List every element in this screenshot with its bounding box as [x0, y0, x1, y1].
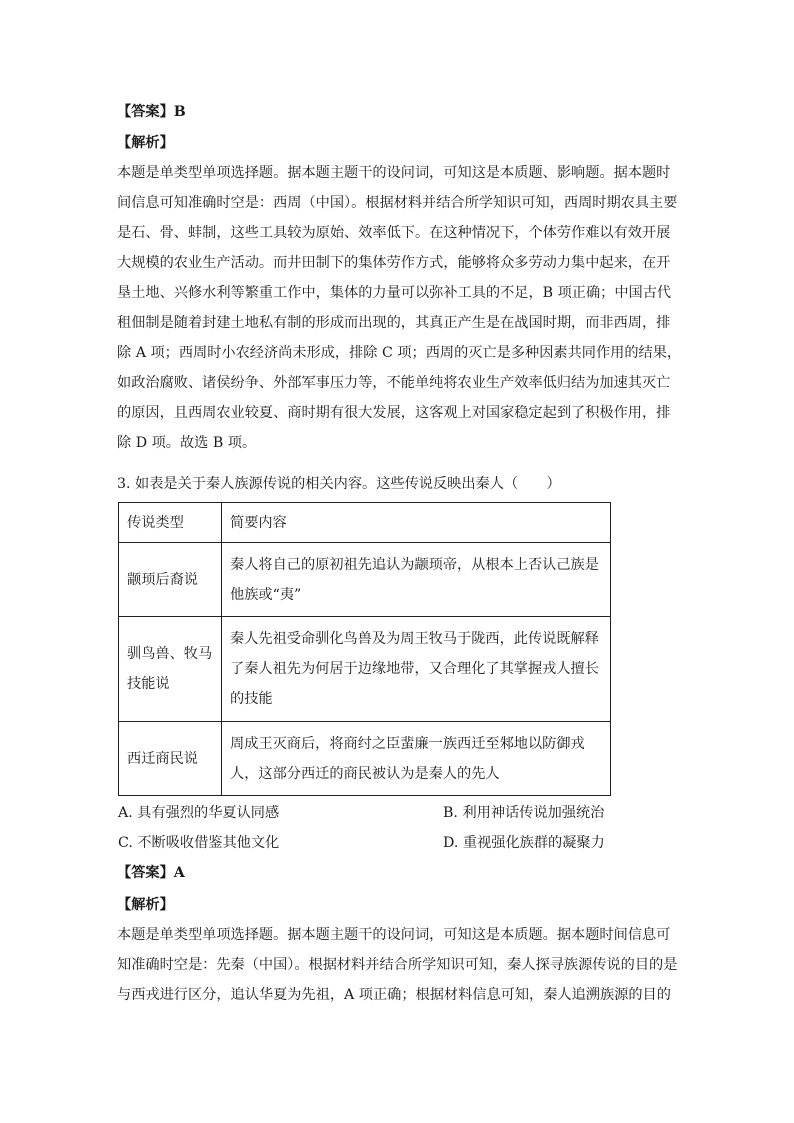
- q2-analysis-line: 除 A 项；西周时小农经济尚未形成，排除 C 项；西周的灭亡是多种因素共同作用的结果，: [117, 345, 682, 361]
- cell-text: 秦人将自己的原初祖先追认为颛顼帝，从根本上否认己族是: [230, 556, 599, 573]
- cell-text: 颛顼后裔说: [127, 571, 198, 588]
- q2-analysis-line: 大规模的农业生产活动。而井田制下的集体劳作方式，能够将众多劳动力集中起来，在开: [117, 255, 671, 271]
- cell-text: 他族或“夷”: [230, 586, 302, 603]
- option-c: C. 不断吸收借鉴其他文化: [118, 835, 280, 851]
- table-cell-content: [222, 617, 611, 722]
- table-cell-type: [119, 543, 222, 617]
- table-cell-content: [222, 543, 611, 617]
- legend-table: [118, 502, 611, 796]
- table-cell-type: [119, 617, 222, 722]
- table-row: [119, 722, 611, 796]
- cell-text: 了秦人祖先为何居于边缘地带，又合理化了其掌握戎人擅长: [230, 661, 599, 677]
- q2-analysis-line: 本题是单类型单项选择题。据本题主题干的设问词，可知这是本质题、影响题。据本题时: [117, 165, 671, 181]
- table-header-row: [119, 503, 611, 543]
- table-cell-type: [119, 722, 222, 796]
- q2-analysis-line: 间信息可知准确时空是：西周（中国）。根据材料并结合所学知识可知，西周时期农具主要: [117, 195, 678, 211]
- q3-analysis-line: 本题是单类型单项选择题。据本题主题干的设问词，可知这是本质题。据本题时间信息可: [117, 927, 671, 943]
- q2-answer-line: 【答案】B: [117, 104, 186, 120]
- table-header-cell: 传说类型: [119, 503, 222, 543]
- table-row: [119, 543, 611, 617]
- q2-analysis-line: 垦土地、兴修水利等繁重工作中，集体的力量可以弥补工具的不足，B 项正确；中国古代: [117, 285, 672, 301]
- q2-analysis-title: 【解析】: [117, 135, 174, 151]
- q2-analysis-line: 除 D 项。故选 B 项。: [117, 435, 257, 451]
- cell-text: 驯鸟兽、牧马: [127, 646, 213, 662]
- table-row: [119, 617, 611, 722]
- cell-text: 的技能: [230, 691, 273, 707]
- q2-analysis-line: 租佃制是随着封建土地私有制的形成而出现的，其真正产生是在战国时期，而非西周，排: [117, 315, 671, 331]
- q2-analysis-line: 如政治腐败、诸侯纷争、外部军事压力等，不能单纯将农业生产效率低归结为加速其灭亡: [117, 375, 671, 391]
- q2-analysis-line: 是石、骨、蚌制，这些工具较为原始、效率低下。在这种情况下，个体劳作难以有效开展: [117, 225, 671, 241]
- q2-analysis-line: 的原因，且西周农业较夏、商时期有很大发展，这客观上对国家稳定起到了积极作用，排: [117, 405, 671, 421]
- q3-analysis-title: 【解析】: [117, 897, 174, 913]
- cell-text: 人，这部分西迁的商民被认为是秦人的先人: [230, 765, 500, 782]
- cell-text: 西迁商民说: [127, 750, 198, 767]
- q3-analysis-line: 与西戎进行区分，追认华夏为先祖，A 项正确；根据材料信息可知，秦人追溯族源的目的: [117, 987, 671, 1003]
- table-cell-content: [222, 722, 611, 796]
- cell-text: 技能说: [127, 676, 170, 692]
- option-a: A. 具有强烈的华夏认同感: [118, 805, 280, 821]
- q3-stem: 3. 如表是关于秦人族源传说的相关内容。这些传说反映出秦人（ ）: [117, 476, 561, 492]
- option-d: D. 重视强化族群的凝聚力: [443, 835, 605, 851]
- table-header-cell: 简要内容: [222, 503, 611, 543]
- q3-analysis-line: 知准确时空是：先秦（中国）。根据材料并结合所学知识可知，秦人探寻族源传说的目的是: [117, 957, 678, 973]
- cell-text: 秦人先祖受命驯化鸟兽及为周王牧马于陇西，此传说既解释: [230, 631, 599, 647]
- q3-answer-line: 【答案】A: [117, 865, 185, 881]
- option-b: B. 利用神话传说加强统治: [443, 805, 605, 821]
- cell-text: 周成王灭商后，将商纣之臣蜚廉一族西迁至邾地以防御戎: [230, 735, 585, 752]
